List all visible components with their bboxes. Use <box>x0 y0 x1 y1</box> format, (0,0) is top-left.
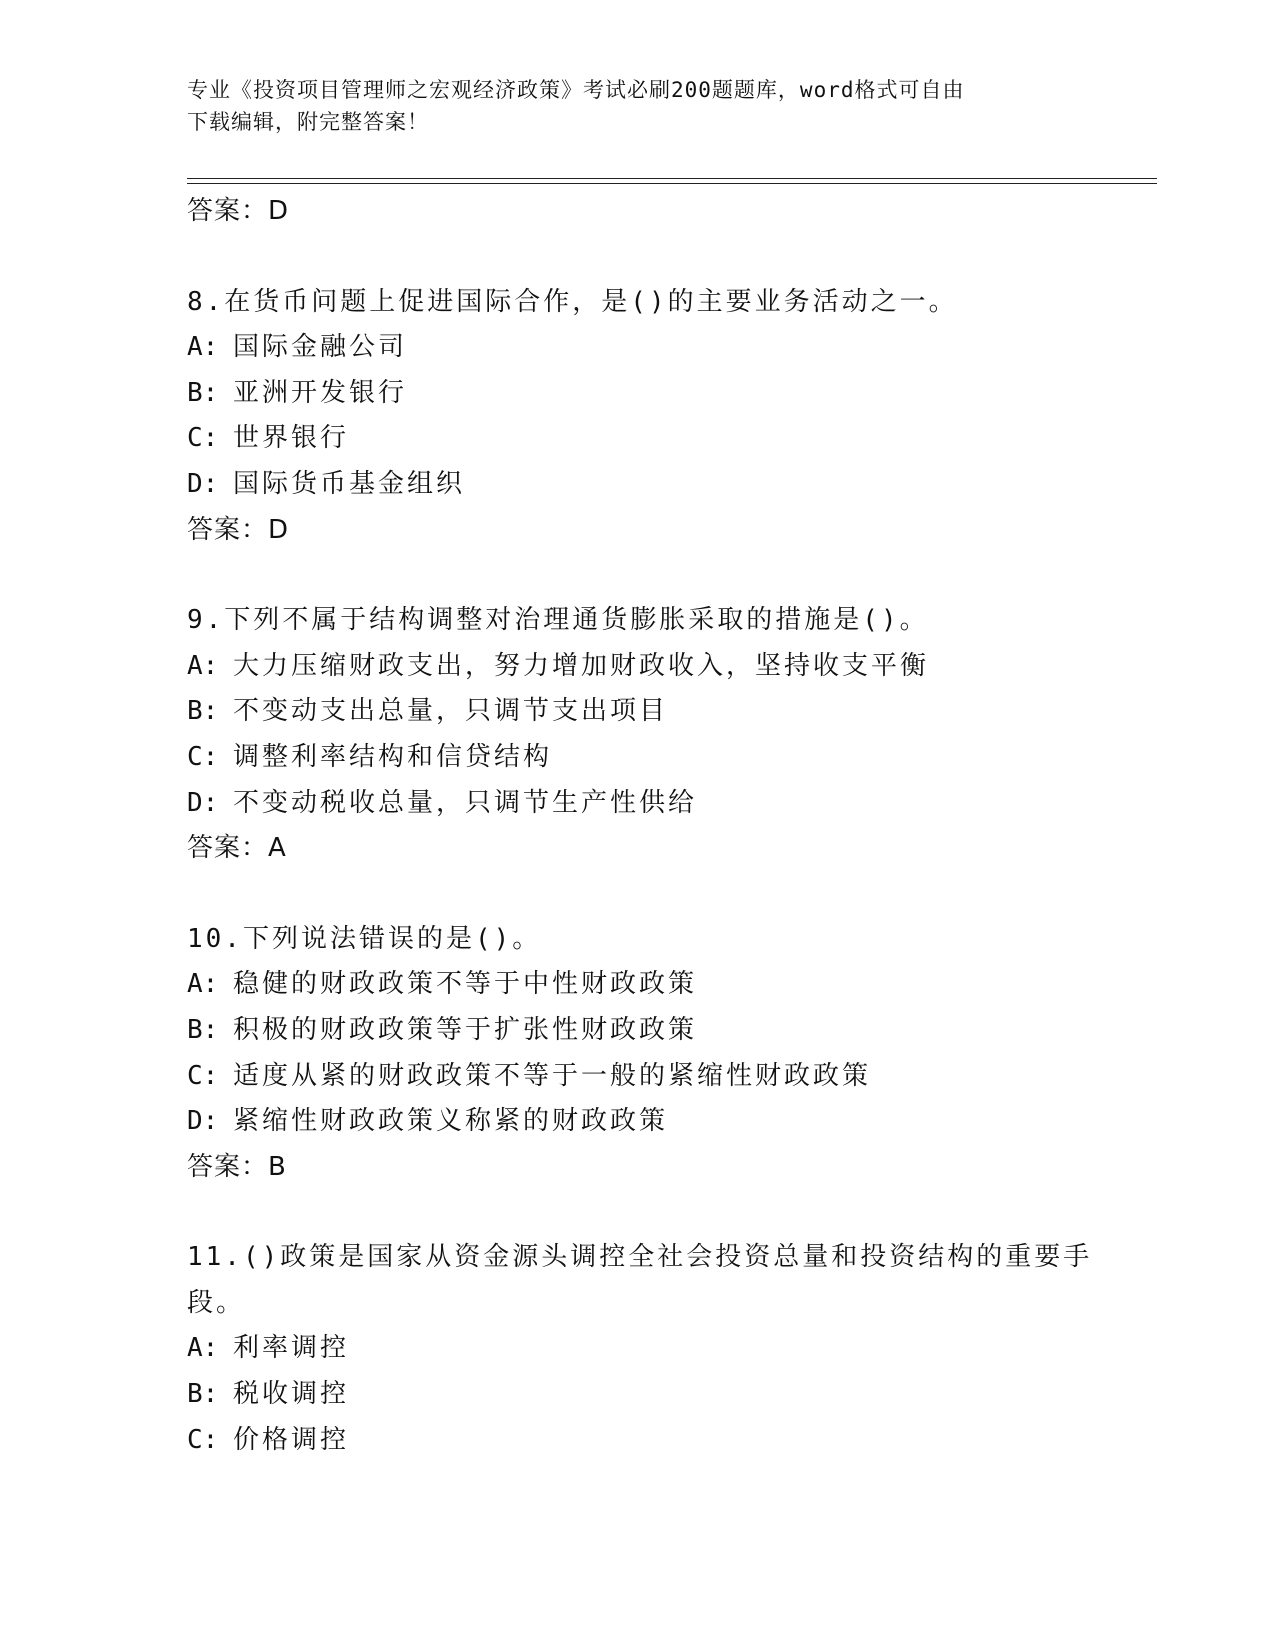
option-a <box>187 325 1087 371</box>
answer: 答案：A <box>187 833 287 864</box>
option-text: 调整利率结构和信贷结构 <box>233 741 553 772</box>
option-text: 紧缩性财政政策义称紧的财政政策 <box>233 1106 669 1137</box>
option-label: D: <box>187 468 219 499</box>
header-divider-thin <box>187 178 1157 179</box>
option-label: C: <box>187 1424 219 1455</box>
option-b <box>187 371 1087 417</box>
option-a <box>187 1326 1087 1372</box>
option-text: 积极的财政政策等于扩张性财政政策 <box>233 1014 698 1045</box>
question-10 <box>187 917 1087 1191</box>
option-b <box>187 1372 1087 1418</box>
option-b <box>187 689 1087 735</box>
option-c <box>187 416 1087 462</box>
option-d <box>187 462 1087 508</box>
question-stem-line-1: 11.()政策是国家从资金源头调控全社会投资总量和投资结构的重要手 <box>187 1242 1093 1273</box>
option-label: A: <box>187 332 219 363</box>
option-text: 国际金融公司 <box>233 332 408 363</box>
question-stem: 8.在货币问题上促进国际合作，是()的主要业务活动之一。 <box>187 286 958 317</box>
option-label: C: <box>187 1060 219 1091</box>
option-text: 不变动税收总量，只调节生产性供给 <box>233 787 698 818</box>
question-9 <box>187 598 1087 872</box>
spacer <box>187 1190 1087 1235</box>
option-label: A: <box>187 650 219 681</box>
option-text: 亚洲开发银行 <box>233 377 408 408</box>
option-label: A: <box>187 1333 219 1364</box>
spacer <box>187 235 1087 280</box>
answer-prev: 答案：D <box>187 196 290 226</box>
option-a <box>187 962 1087 1008</box>
question-stem: 9.下列不属于结构调整对治理通货膨胀采取的措施是()。 <box>187 605 929 636</box>
option-c <box>187 735 1087 781</box>
option-text: 税收调控 <box>233 1379 350 1410</box>
option-text: 适度从紧的财政政策不等于一般的紧缩性财政政策 <box>233 1060 872 1091</box>
option-d <box>187 1099 1087 1145</box>
option-text: 世界银行 <box>233 423 350 454</box>
answer: 答案：B <box>187 1151 287 1182</box>
spacer <box>187 553 1087 598</box>
option-b <box>187 1008 1087 1054</box>
option-label: C: <box>187 741 219 772</box>
document-header <box>187 74 1067 138</box>
spacer <box>187 872 1087 917</box>
option-text: 不变动支出总量，只调节支出项目 <box>233 696 669 727</box>
option-label: D: <box>187 1106 219 1137</box>
option-text: 价格调控 <box>233 1424 350 1455</box>
header-divider-thick <box>187 183 1157 184</box>
question-8 <box>187 280 1087 554</box>
option-label: C: <box>187 423 219 454</box>
option-label: D: <box>187 787 219 818</box>
option-c <box>187 1418 1087 1464</box>
option-text: 国际货币基金组织 <box>233 468 466 499</box>
header-line-2: 下载编辑，附完整答案！ <box>187 110 429 134</box>
option-c <box>187 1054 1087 1100</box>
answer: 答案：D <box>187 514 290 545</box>
option-text: 稳健的财政政策不等于中性财政政策 <box>233 969 698 1000</box>
question-11 <box>187 1235 1093 1463</box>
option-label: A: <box>187 969 219 1000</box>
question-stem-line-2: 段。 <box>187 1287 246 1318</box>
option-text: 利率调控 <box>233 1333 350 1364</box>
header-line-1: 专业《投资项目管理师之宏观经济政策》考试必刷200题题库，word格式可自由 <box>187 78 965 102</box>
option-text: 大力压缩财政支出，努力增加财政收入，坚持收支平衡 <box>233 650 930 681</box>
option-a <box>187 644 1087 690</box>
question-list <box>187 189 1093 1463</box>
option-label: B: <box>187 696 219 727</box>
option-d <box>187 781 1087 827</box>
question-stem: 10.下列说法错误的是()。 <box>187 923 542 954</box>
option-label: B: <box>187 1379 219 1410</box>
option-label: B: <box>187 377 219 408</box>
option-label: B: <box>187 1014 219 1045</box>
